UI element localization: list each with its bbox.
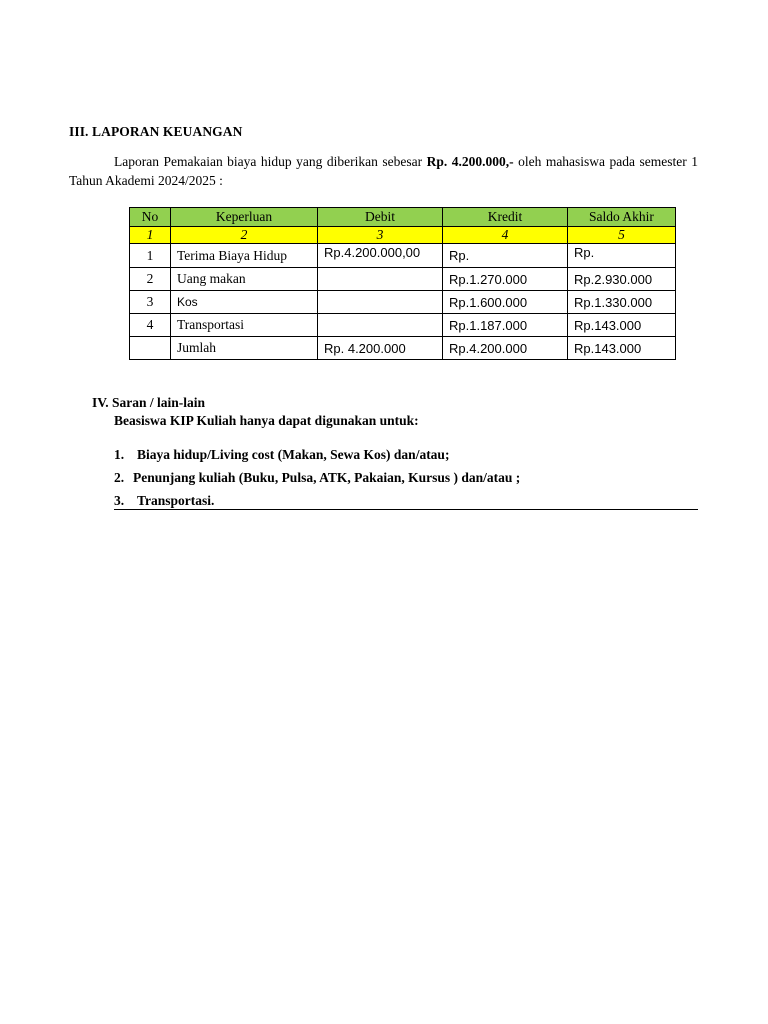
- header-debit: Debit: [318, 208, 443, 227]
- list-text: Penunjang kuliah (Buku, Pulsa, ATK, Pakaian, Kursus ) dan/atau ;: [133, 470, 521, 485]
- usage-list: [114, 446, 698, 515]
- section-4-title: IV. Saran / lain-lain: [92, 395, 206, 410]
- table-row-total: [130, 337, 676, 360]
- financial-report-table: [129, 207, 676, 360]
- row-no: [130, 337, 171, 360]
- row-keperluan: Kos: [171, 291, 318, 314]
- header-kredit: Kredit: [443, 208, 568, 227]
- row-kredit: Rp.1.600.000: [443, 291, 568, 314]
- list-number: 1.: [114, 447, 125, 462]
- list-number: 3.: [114, 493, 125, 508]
- row-no: 3: [130, 291, 171, 314]
- index-cell: 4: [443, 227, 568, 244]
- intro-text-after: oleh mahasiswa pada semester 1 Tahun Akademi 2024/2025 :: [69, 154, 698, 188]
- index-cell: 2: [171, 227, 318, 244]
- row-debit: [318, 291, 443, 314]
- row-no: 2: [130, 268, 171, 291]
- row-debit: Rp.4.200.000,00: [318, 244, 443, 268]
- row-kredit: Rp.1.270.000: [443, 268, 568, 291]
- index-cell: 3: [318, 227, 443, 244]
- header-saldo-akhir: Saldo Akhir: [568, 208, 676, 227]
- intro-text-before: Laporan Pemakaian biaya hidup yang diberikan sebesar: [114, 154, 427, 169]
- row-kredit: Rp.1.187.000: [443, 314, 568, 337]
- section-4-subtitle: Beasiswa KIP Kuliah hanya dapat digunakan untuk:: [114, 413, 419, 428]
- row-no: 1: [130, 244, 171, 268]
- table-row: [130, 244, 676, 268]
- row-no: 4: [130, 314, 171, 337]
- header-keperluan: Keperluan: [171, 208, 318, 227]
- intro-amount: Rp. 4.200.000,-: [426, 154, 514, 169]
- table-header-row: [130, 208, 676, 227]
- row-debit: [318, 314, 443, 337]
- table-row: [130, 314, 676, 337]
- column-index-row: [130, 227, 676, 244]
- list-number: 2.: [114, 470, 125, 485]
- table-row: [130, 268, 676, 291]
- row-saldo: Rp.2.930.000: [568, 268, 676, 291]
- underline-rule: [114, 509, 698, 510]
- row-keperluan: Uang makan: [171, 268, 318, 291]
- index-cell: 5: [568, 227, 676, 244]
- row-saldo: Rp.: [568, 244, 676, 268]
- list-text: Biaya hidup/Living cost (Makan, Sewa Kos) dan/atau;: [137, 447, 450, 462]
- row-saldo: Rp.143.000: [568, 337, 676, 360]
- row-keperluan: Transportasi: [171, 314, 318, 337]
- table-row: [130, 291, 676, 314]
- row-kredit: Rp.4.200.000: [443, 337, 568, 360]
- list-item: [114, 469, 698, 492]
- row-debit: [318, 268, 443, 291]
- row-debit: Rp. 4.200.000: [318, 337, 443, 360]
- row-keperluan: Terima Biaya Hidup: [171, 244, 318, 268]
- row-saldo: Rp.143.000: [568, 314, 676, 337]
- list-item: [114, 446, 698, 469]
- index-cell: 1: [130, 227, 171, 244]
- list-item: [114, 492, 698, 515]
- list-text: Transportasi.: [137, 493, 215, 508]
- header-no: No: [130, 208, 171, 227]
- row-keperluan: Jumlah: [171, 337, 318, 360]
- row-kredit: Rp.: [443, 244, 568, 268]
- intro-paragraph: [69, 152, 698, 190]
- row-saldo: Rp.1.330.000: [568, 291, 676, 314]
- section-3-title: III. LAPORAN KEUANGAN: [69, 124, 243, 139]
